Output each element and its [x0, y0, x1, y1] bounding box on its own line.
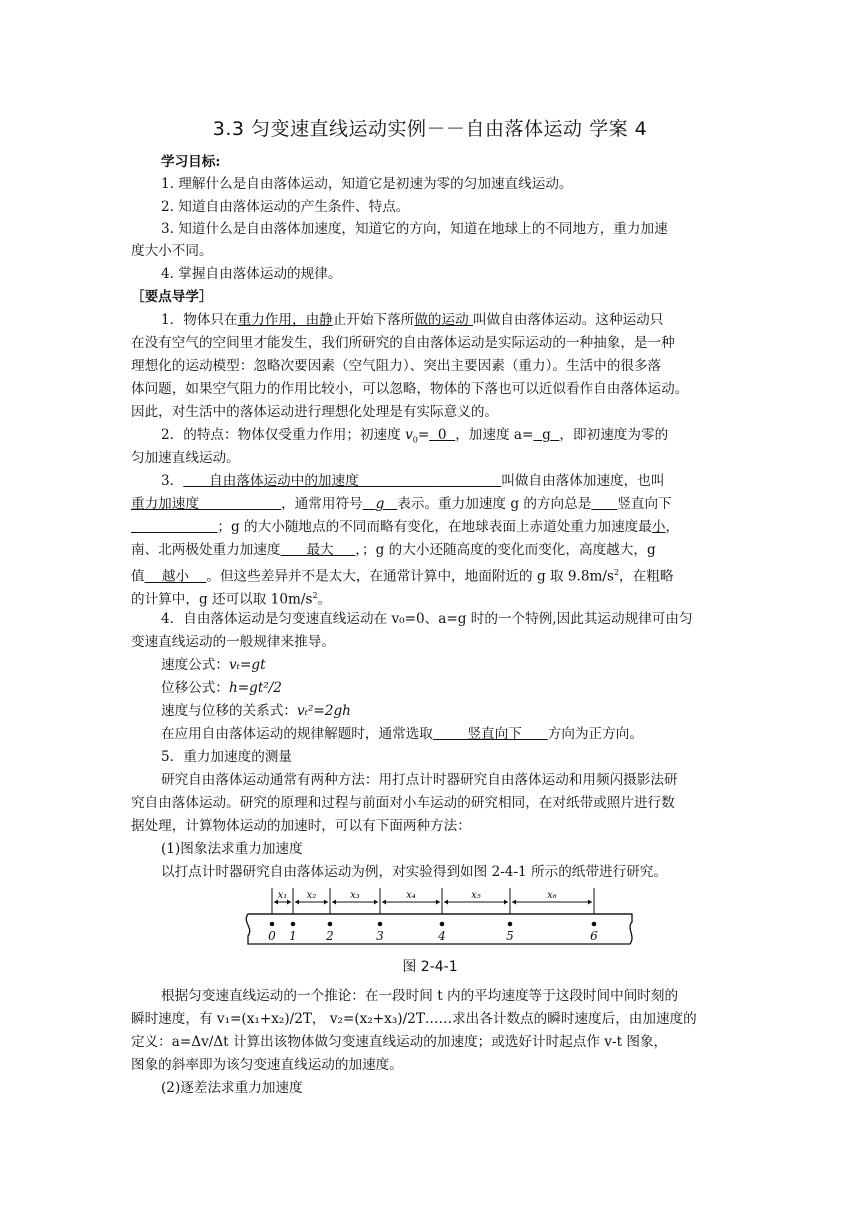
paragraph-3-line: 的计算中，g 还可以取 $10m/s^2$。 — [131, 591, 332, 608]
segment-arrowhead — [588, 900, 592, 905]
displacement-formula-line: 位移公式：h=gt²/2 — [161, 680, 282, 696]
tape-dot — [508, 922, 513, 927]
paragraph-6-line: 定义：a=Δv/Δt 计算出该物体做匀变速直线运动的加速度；或选好计时起点作 v-t 图象， — [131, 1034, 668, 1050]
tape-point-label: 5 — [506, 929, 514, 943]
paragraph-4-line: 变速直线运动的一般规律来推导。 — [131, 634, 335, 650]
tape-dot — [328, 922, 333, 927]
segment-arrowhead — [444, 900, 448, 905]
paragraph-3-line: 重力加速度 ，通常用符号 g 表示。重力加速度 g 的方向总是 竖直向下 — [131, 496, 672, 512]
segment-arrowhead — [382, 900, 386, 905]
tape-point-label: 6 — [590, 929, 598, 943]
tape-point-label: 0 — [268, 929, 276, 943]
method-1-heading: (1)图象法求重力加速度 — [161, 841, 303, 857]
tape-dot — [440, 922, 445, 927]
paragraph-3-line: 3． 自由落体运动中的加速度 叫做自由落体加速度，也叫 — [161, 473, 665, 489]
objectives-heading: 学习目标: — [161, 154, 221, 170]
segment-label: x₆ — [547, 890, 557, 901]
figure-caption: 图 2-4-1 — [402, 959, 458, 975]
segment-arrowhead — [512, 900, 516, 905]
paragraph-2-line: 匀加速直线运动。 — [131, 450, 240, 466]
tape-point-label: 3 — [376, 929, 384, 943]
paragraph-6-line: 图象的斜率即为该匀变速直线运动的加速度。 — [131, 1057, 403, 1073]
segment-arrowhead — [374, 900, 378, 905]
method-2-heading: (2)逐差法求重力加速度 — [161, 1080, 303, 1096]
tape-dot — [378, 922, 383, 927]
paper-tape-figure — [244, 886, 636, 950]
paragraph-1-line: 在没有空气的空间里才能发生，我们所研究的自由落体运动是实际运动的一种抽象，是一种 — [131, 335, 675, 351]
segment-arrowhead — [436, 900, 440, 905]
objective-item: 4. 掌握自由落体运动的规律。 — [161, 266, 342, 282]
paragraph-1-line: 1．物体只在重力作用，由静止开始下落所做的运动 叫做自由落体运动。这种运动只 — [161, 312, 664, 328]
paragraph-6-line: 根据匀变速直线运动的一个推论：在一段时间 t 内的平均速度等于这段时间中间时刻的 — [161, 988, 679, 1004]
paragraph-6-line: 瞬时速度，有 v₁=(x₁+x₂)/2T， v₂=(x₂+x₃)/2T……求出各计数点的瞬时速度后，由加速度的 — [131, 1011, 697, 1027]
paragraph-3-line: ；g 的大小随地点的不同而略有变化，在地球表面上赤道处重力加速度最小， — [217, 519, 680, 535]
tape-point-label: 2 — [326, 929, 334, 943]
segment-label: x₂ — [306, 890, 317, 901]
paragraph-3-line: 南、北两极处重力加速度 最大 ，；g 的大小还随高度的变化而变化，高度越大，g — [131, 542, 656, 558]
paragraph-3-line: 值 越小 。但这些差异并不是太大，在通常计算中，地面附近的 g 取 $9.8m/s^2$，在粗略 — [131, 568, 674, 585]
objective-item: 度大小不同。 — [131, 243, 213, 259]
paragraph-5-line: 据处理，计算物体运动的加速时，可以有下面两种方法： — [131, 818, 471, 834]
tape-point-label: 1 — [289, 929, 297, 943]
paragraph-5-line: 究自由落体运动。研究的原理和过程与前面对小车运动的研究相同，在对纸带或照片进行数 — [131, 795, 675, 811]
objective-item: 3. 知道什么是自由落体加速度，知道它的方向，知道在地球上的不同地方，重力加速 — [161, 221, 668, 237]
segment-arrowhead — [504, 900, 508, 905]
paragraph-1-line: 体问题，如果空气阻力的作用比较小，可以忽略，物体的下落也可以近似看作自由落体运动。 — [131, 381, 689, 397]
segment-label: x₅ — [471, 890, 481, 901]
paragraph-4-line: 4．自由落体运动是匀变速直线运动在 v₀=0、a=g 时的一个特例,因此其运动规律可由匀 — [161, 611, 693, 627]
paragraph-1-line: 理想化的运动模型：忽略次要因素（空气阻力）、突出主要因素（重力）。生活中的很多落 — [131, 358, 662, 374]
segment-arrowhead — [295, 900, 299, 905]
objective-item: 1. 理解什么是自由落体运动，知道它是初速为零的匀加速直线运动。 — [161, 176, 573, 192]
method-1-text: 以打点计时器研究自由落体运动为例，对实验得到如图 2-4-1 所示的纸带进行研究。 — [161, 864, 667, 880]
tape-dot — [291, 922, 296, 927]
document-title: 3.3 匀变速直线运动实例－－自由落体运动 学案 4 — [212, 118, 648, 140]
segment-label: x₃ — [350, 890, 360, 901]
tape-point-label: 4 — [438, 929, 446, 943]
segment-arrowhead — [332, 900, 336, 905]
velocity-formula-line: 速度公式：vₜ=gt — [161, 657, 266, 673]
paragraph-2-line: 2．的特点：物体仅受重力作用；初速度 $v_0= 0$ ，加速度 a= g ，即初速度为零的 — [161, 427, 669, 445]
section-heading: ［要点导学］ — [131, 289, 213, 305]
tape-dot — [270, 922, 275, 927]
segment-arrowhead — [324, 900, 328, 905]
positive-direction-line: 在应用自由落体运动的规律解题时，通常选取 竖直向下 方向为正方向。 — [161, 726, 643, 742]
segment-arrowhead — [287, 900, 291, 905]
paragraph-5-line: 研究自由落体运动通常有两种方法：用打点计时器研究自由落体运动和用频闪摄影法研 — [161, 772, 678, 788]
tape-dot — [592, 922, 597, 927]
segment-label: x₄ — [406, 890, 416, 901]
objective-item: 2. 知道自由落体运动的产生条件、特点。 — [161, 199, 410, 215]
paragraph-1-line: 因此，对生活中的落体运动进行理想化处理是有实际意义的。 — [131, 404, 499, 420]
segment-label: x₁ — [277, 890, 288, 901]
relation-formula-line: 速度与位移的关系式：vₜ²=2gh — [161, 703, 351, 719]
section-5-heading: 5．重力加速度的测量 — [161, 749, 292, 765]
